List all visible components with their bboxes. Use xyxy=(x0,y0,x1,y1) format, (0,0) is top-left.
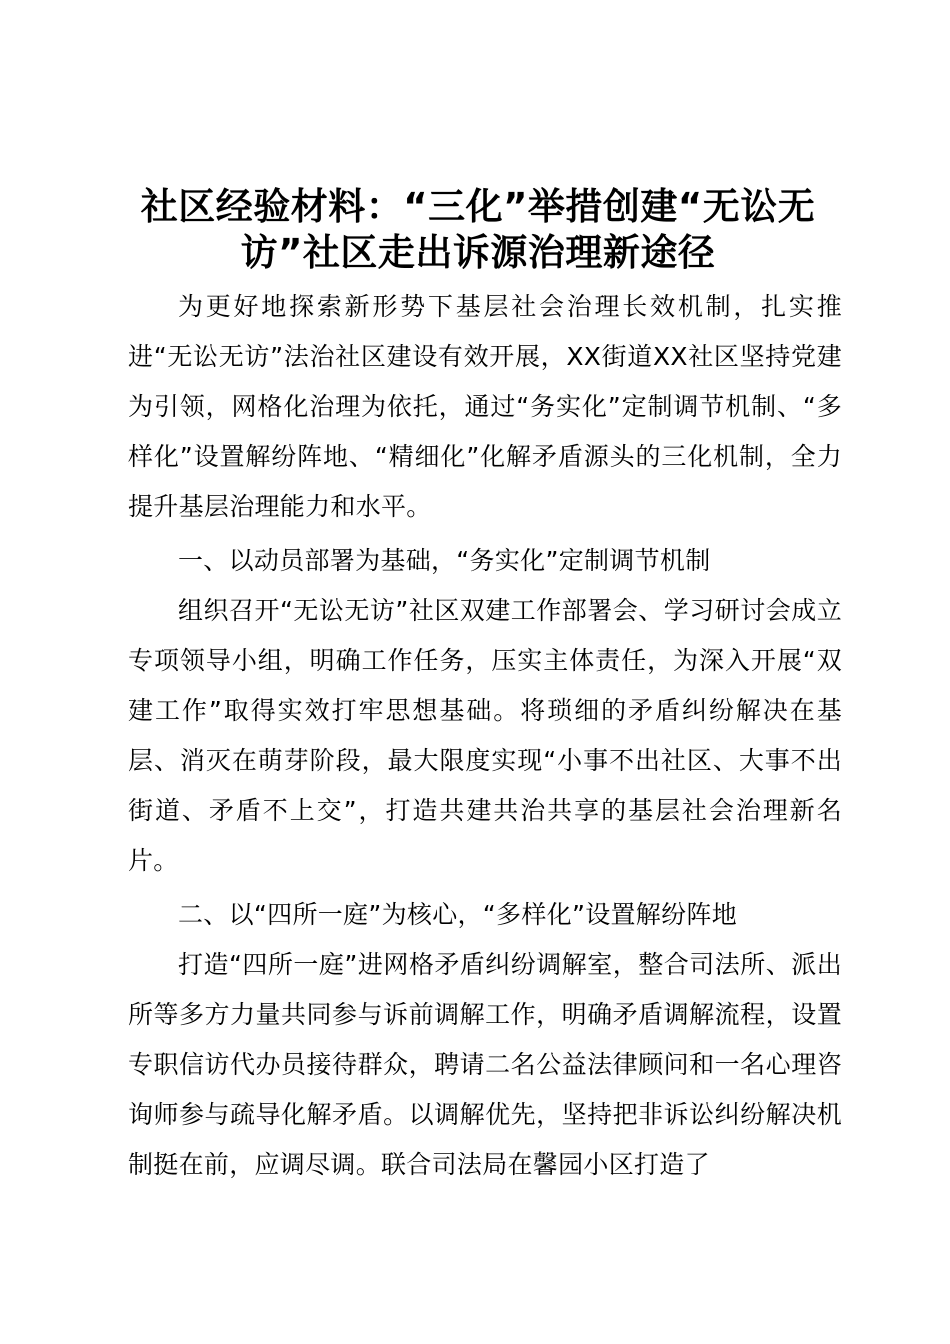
document-body xyxy=(128,282,842,1190)
intro-paragraph: 为更好地探索新形势下基层社会治理长效机制，扎实推进“无讼无访”法治社区建设有效开展，XX街道XX社区坚持党建为引领，网格化治理为依托，通过“务实化”定制调节机制、“多样化”设置解纷阵地、“精细化”化解矛盾源头的三化机制，全力提升基层治理能力和水平。 xyxy=(128,292,842,521)
document-title: 社区经验材料：“三化”举措创建“无讼无访”社区走出诉源治理新途径 xyxy=(140,185,816,274)
section-heading-1: 一、以动员部署为基础，“务实化”定制调节机制 xyxy=(178,546,711,575)
section-2-paragraph: 打造“四所一庭”进网格矛盾纠纷调解室，整合司法所、派出所等多方力量共同参与诉前调解工作，明确矛盾调解流程，设置专职信访代办员接待群众，聘请二名公益法律顾问和一名心理咨询师参与疏导化解矛盾。以调解优先，坚持把非诉讼纠纷解决机制挺在前，应调尽调。联合司法局在馨园小区打造了 xyxy=(128,950,842,1179)
section-heading-2: 二、以“四所一庭”为核心，“多样化”设置解纷阵地 xyxy=(178,900,738,929)
section-1-paragraph: 组织召开“无讼无访”社区双建工作部署会、学习研讨会成立专项领导小组，明确工作任务，压实主体责任，为深入开展“双建工作”取得实效打牢思想基础。将琐细的矛盾纠纷解决在基层、消灭在萌芽阶段，最大限度实现“小事不出社区、大事不出街道、矛盾不上交”，打造共建共治共享的基层社会治理新名片。 xyxy=(128,596,842,875)
